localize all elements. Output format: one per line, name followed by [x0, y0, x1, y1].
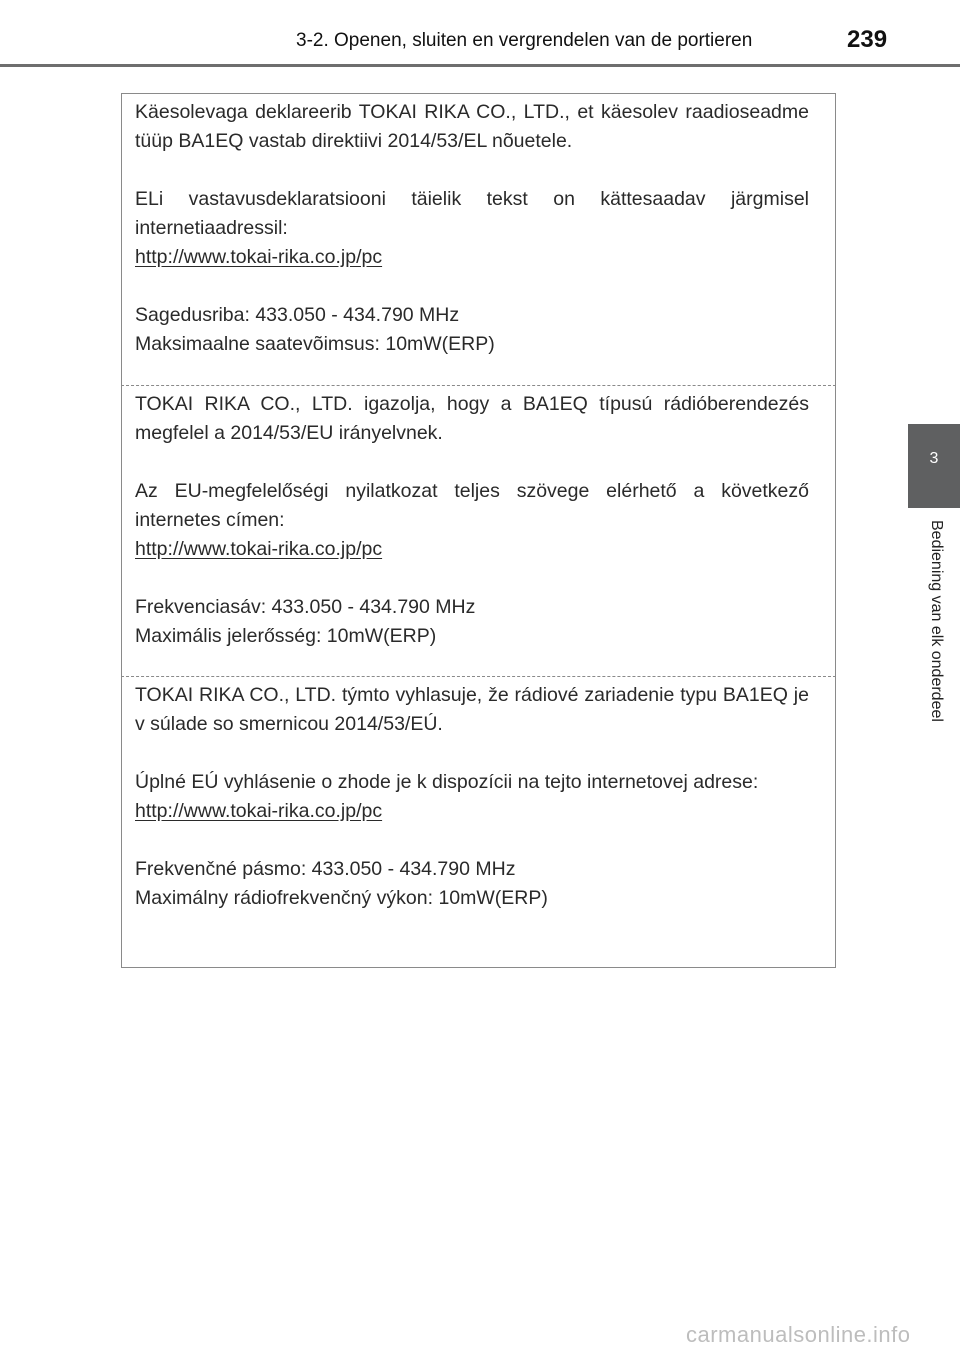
frequency-band: Frekvenciasáv: 433.050 - 434.790 MHz [135, 596, 476, 618]
declaration-url-link[interactable]: http://www.tokai-rika.co.jp/pc [135, 246, 383, 268]
section-divider [121, 676, 836, 677]
declaration-url-link[interactable]: http://www.tokai-rika.co.jp/pc [135, 800, 383, 822]
declaration-availability: Úplné EÚ vyhlásenie o zhode je k dispozícii na tejto internetovej adrese: [135, 771, 759, 793]
declaration-box [121, 93, 836, 968]
declaration-statement: TOKAI RIKA CO., LTD. igazolja, hogy a BA1EQ típusú rádióberendezés megfelel a 2014/53/EU irányelvnek. [135, 393, 809, 444]
page-header [0, 0, 960, 66]
max-power: Maximális jelerősség: 10mW(ERP) [135, 625, 437, 647]
declaration-statement: Käesolevaga deklareerib TOKAI RIKA CO., LTD., et käesolev raadioseadme tüüp BA1EQ vastab direktiivi 2014/53/EL nõuetele. [135, 101, 809, 152]
max-power: Maximálny rádiofrekvenčný výkon: 10mW(ERP) [135, 887, 548, 909]
chapter-title: 3-2. Openen, sluiten en vergrendelen van de portieren [296, 30, 753, 51]
max-power: Maksimaalne saatevõimsus: 10mW(ERP) [135, 333, 495, 355]
chapter-tab [908, 424, 960, 508]
declaration-availability: Az EU-megfelelőségi nyilatkozat teljes szövege elérhető a következő internetes címen: [135, 480, 809, 531]
chapter-label: Bediening van elk onderdeel [928, 520, 945, 722]
declaration-hungarian [122, 390, 835, 651]
declaration-availability: ELi vastavusdeklaratsiooni täielik tekst on kättesaadav järgmisel internetiaadressil: [135, 188, 809, 239]
declaration-estonian [122, 98, 835, 359]
watermark: carmanualsonline.info [686, 1322, 911, 1347]
declaration-slovak [122, 681, 835, 913]
frequency-band: Frekvenčné pásmo: 433.050 - 434.790 MHz [135, 858, 516, 880]
page-number: 239 [847, 26, 888, 53]
declaration-url-link[interactable]: http://www.tokai-rika.co.jp/pc [135, 538, 383, 560]
section-divider [121, 385, 836, 386]
declaration-statement: TOKAI RIKA CO., LTD. týmto vyhlasuje, že rádiové zariadenie typu BA1EQ je v súlade so smernicou 2014/53/EÚ. [135, 684, 809, 735]
frequency-band: Sagedusriba: 433.050 - 434.790 MHz [135, 304, 460, 326]
header-rule [0, 64, 960, 67]
chapter-number: 3 [929, 450, 939, 467]
